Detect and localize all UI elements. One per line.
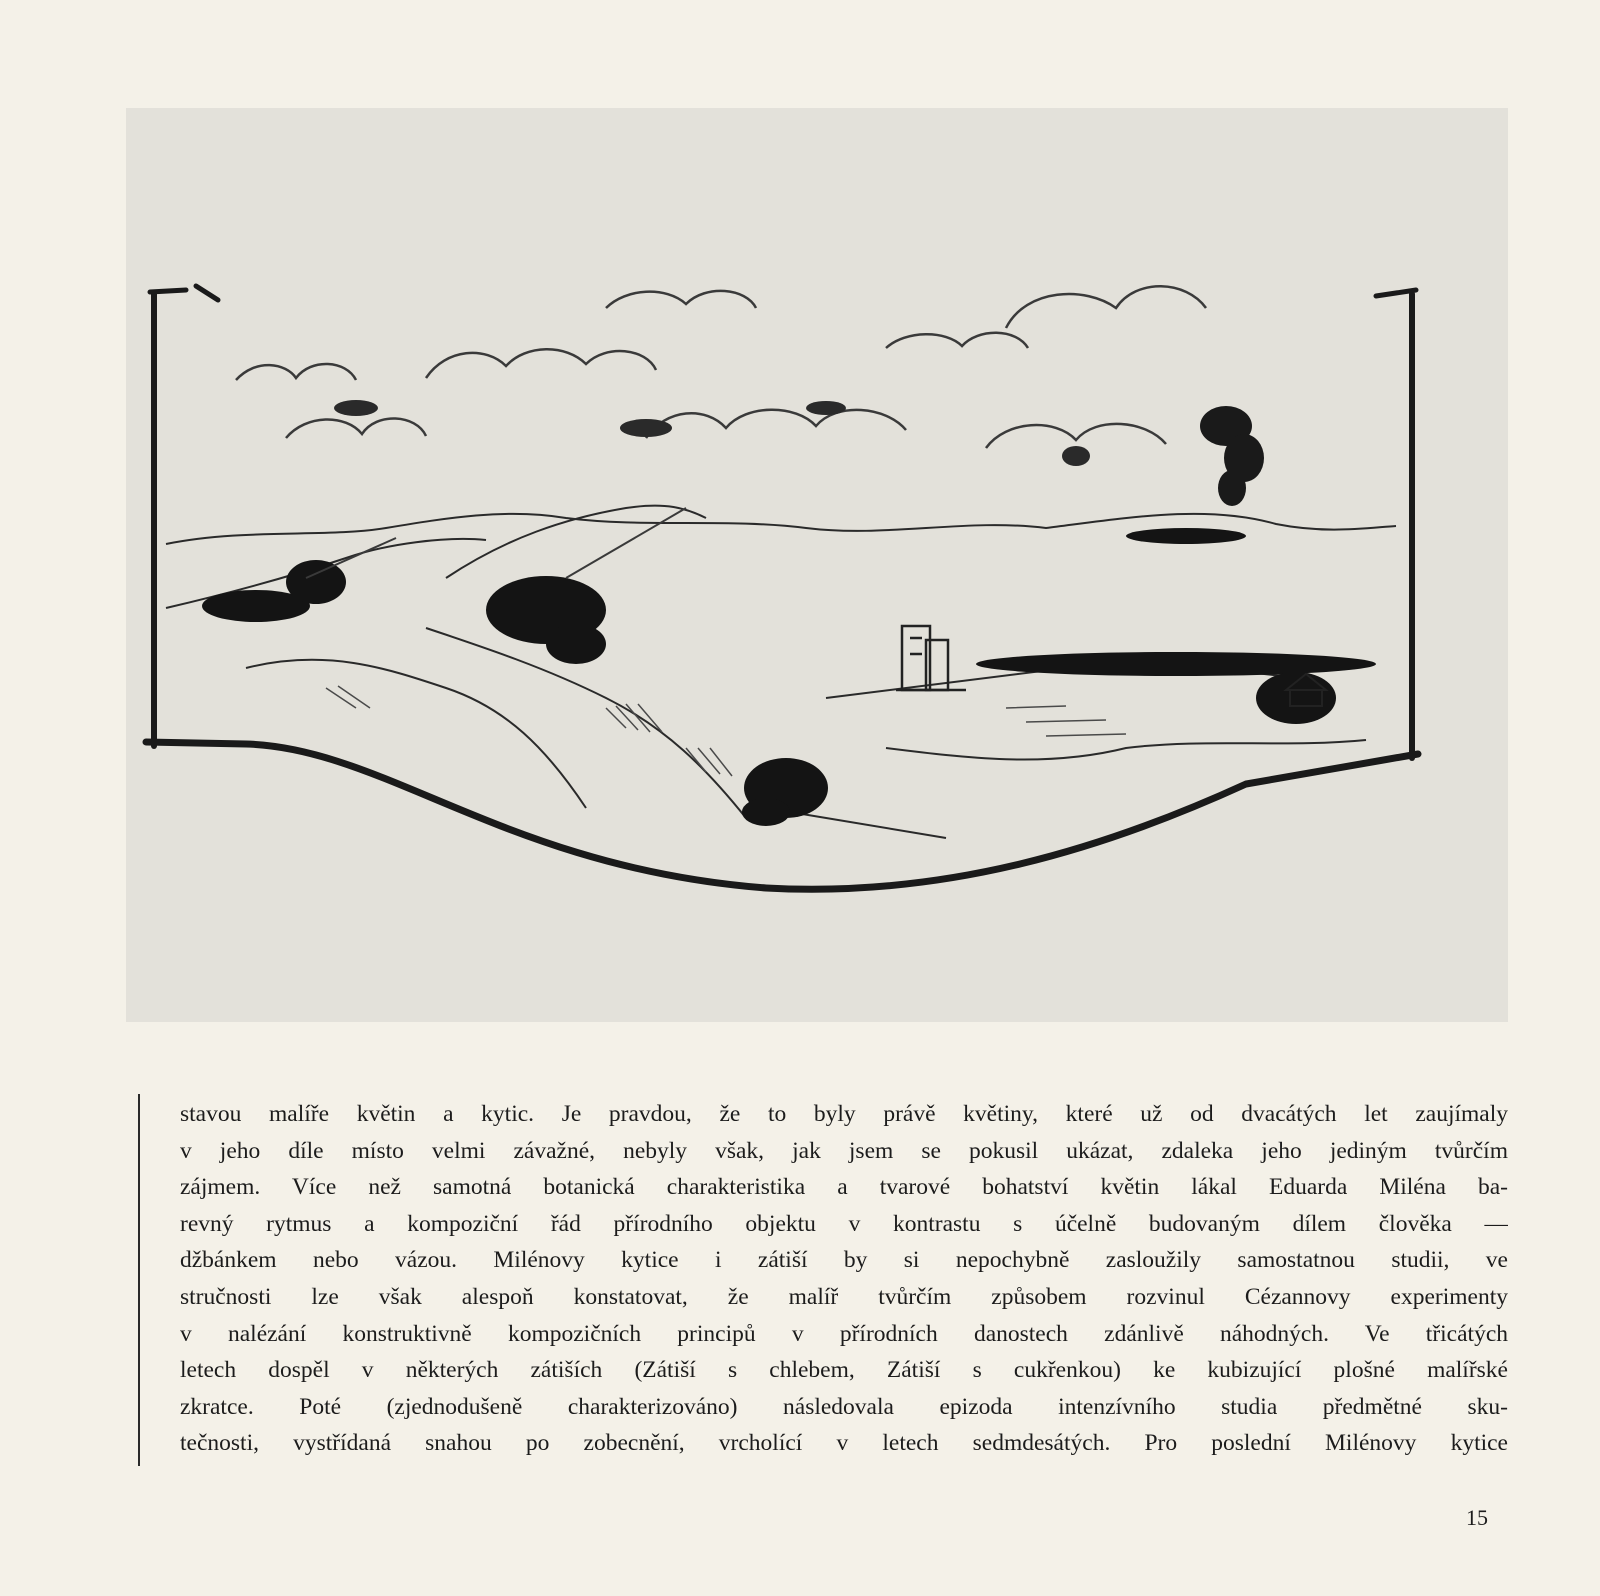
rays <box>306 508 686 578</box>
illustration-plate <box>126 108 1508 1022</box>
text-line: zkratce. Poté (zjednodušeně charakterizováno) následovala epizoda intenzívního studia předmětné sku- <box>180 1393 1508 1420</box>
text-line: stručnosti lze však alespoň konstatovat, že malíř tvůrčím způsobem rozvinul Cézannovy experimenty <box>180 1283 1508 1310</box>
text-line: tečnosti, vystřídaná snahou po zobecnění, vrcholící v letech sedmdesátých. Pro poslední Milénovy kytice <box>180 1430 1508 1457</box>
landscape-drawing <box>126 108 1508 1022</box>
cloud-shading <box>334 400 1090 466</box>
frame-corner-tl <box>150 286 218 300</box>
text-line: v jeho díle místo velmi závažné, nebyly však, jak jsem se pokusil ukázat, zdaleka jeho jediným tvůrčím <box>180 1137 1508 1164</box>
smoke-plume <box>1200 406 1264 506</box>
text-line: džbánkem nebo vázou. Milénovy kytice i zátiší by si nepochybně zasloužily samostatnou studii, ve <box>180 1247 1508 1274</box>
castle-ruin <box>896 626 966 690</box>
hatching <box>326 686 1126 776</box>
text-line: letech dospěl v některých zátiších (Zátiší s chlebem, Zátiší s cukřenkou) ke kubizující plošné malířské <box>180 1357 1508 1384</box>
body-paragraph <box>180 1096 1508 1462</box>
page-number: 15 <box>1466 1505 1488 1530</box>
text-line: stavou malíře květin a kytic. Je pravdou, že to byly právě květiny, které už od dvacátých let zaujímaly <box>180 1101 1508 1127</box>
trees <box>202 528 1376 826</box>
text-line: revný rytmus a kompoziční řád přírodního objektu v kontrastu s účelně budovaným dílem člověka — <box>180 1210 1508 1237</box>
margin-rule <box>138 1094 140 1466</box>
clouds <box>236 286 1206 448</box>
text-line: zájmem. Více než samotná botanická charakteristika a tvarové bohatství květin lákal Eduarda Miléna ba- <box>180 1174 1508 1201</box>
text-line: v nalézání konstruktivně kompozičních principů v přírodních danostech zdánlivě náhodných. Ve třicátých <box>180 1320 1508 1347</box>
